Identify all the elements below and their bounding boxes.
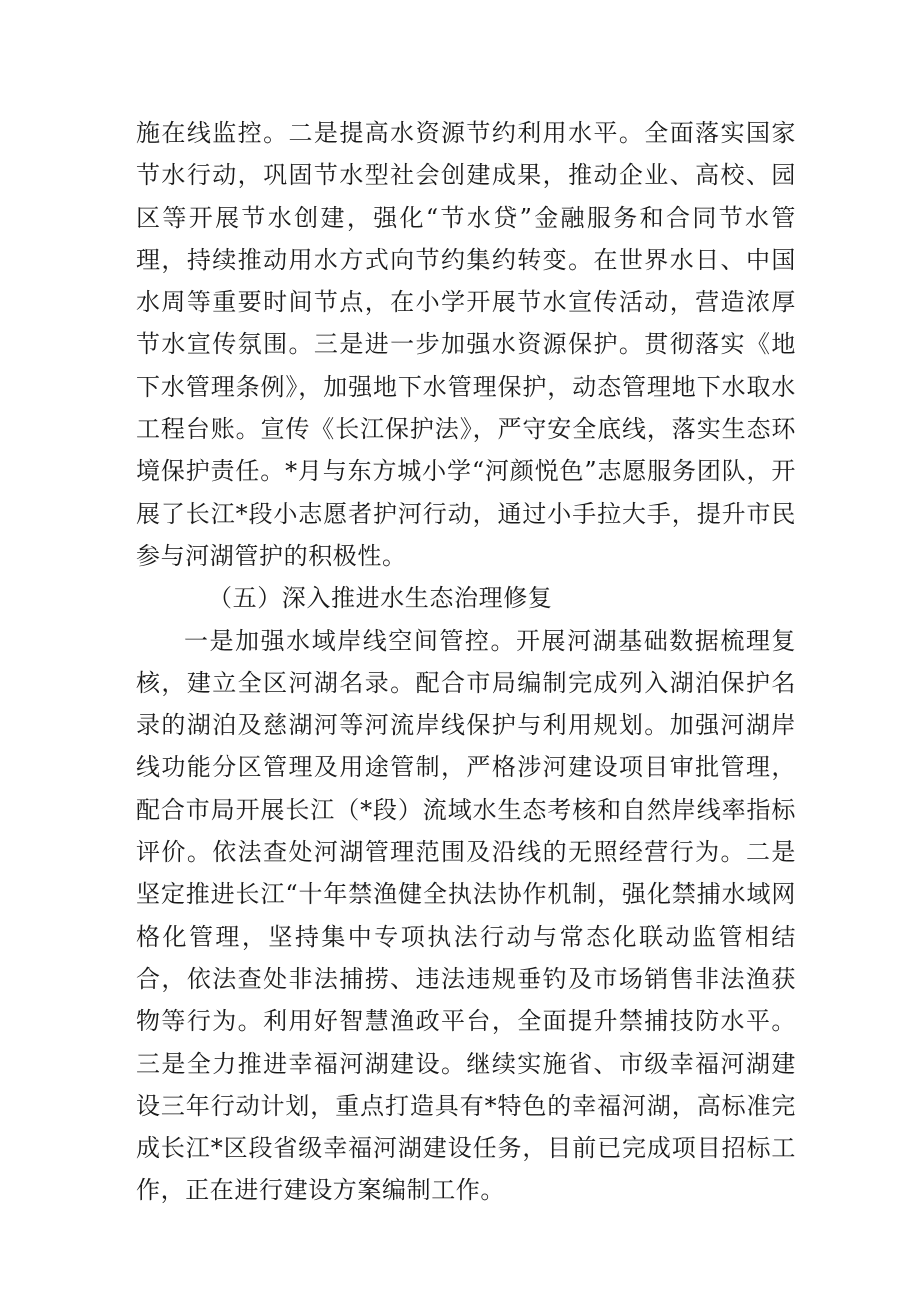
paragraph-water-conservation: 施在线监控。二是提高水资源节约利用水平。全面落实国家节水行动，巩固节水型社会创建成果，推动企业、高校、园区等开展节水创建，强化“节水贷”金融服务和合同节水管理，持续推动用水方式向节约集约转变。在世界水日、中国水周等重要时间节点，在小学开展节水宣传活动，营造浓厚节水宣传氛围。三是进一步加强水资源保护。贯彻落实《地下水管理条例》，加强地下水管理保护，动态管理地下水取水工程台账。宣传《长江保护法》，严守安全底线，落实生态环境保护责任。*月与东方城小学“河颜悦色”志愿服务团队，开展了长江*段小志愿者护河行动，通过小手拉大手，提升市民参与河湖管护的积极性。 xyxy=(136,119,796,570)
section-heading-five: （五）深入推进水生态治理修复 xyxy=(208,584,553,613)
paragraph-water-ecology: 一是加强水域岸线空间管控。开展河湖基础数据梳理复核，建立全区河湖名录。配合市局编制完成列入湖泊保护名录的湖泊及慈湖河等河流岸线保护与利用规划。加强河湖岸线功能分区管理及用途管制，严格涉河建设项目审批管理，配合市局开展长江（*段）流域水生态考核和自然岸线率指标评价。依法查处河湖管理范围及沿线的无照经营行为。二是坚定推进长江“十年禁渔健全执法协作机制，强化禁捕水域网格化管理，坚持集中专项执法行动与常态化联动监管相结合，依法查处非法捕捞、违法违规垂钓及市场销售非法渔获物等行为。利用好智慧渔政平台，全面提升禁捕技防水平。三是全力推进幸福河湖建设。继续实施省、市级幸福河湖建设三年行动计划，重点打造具有*特色的幸福河湖，高标准完成长江*区段省级幸福河湖建设任务，目前已完成项目招标工作，正在进行建设方案编制工作。 xyxy=(136,626,796,1205)
document-body xyxy=(136,112,796,1212)
